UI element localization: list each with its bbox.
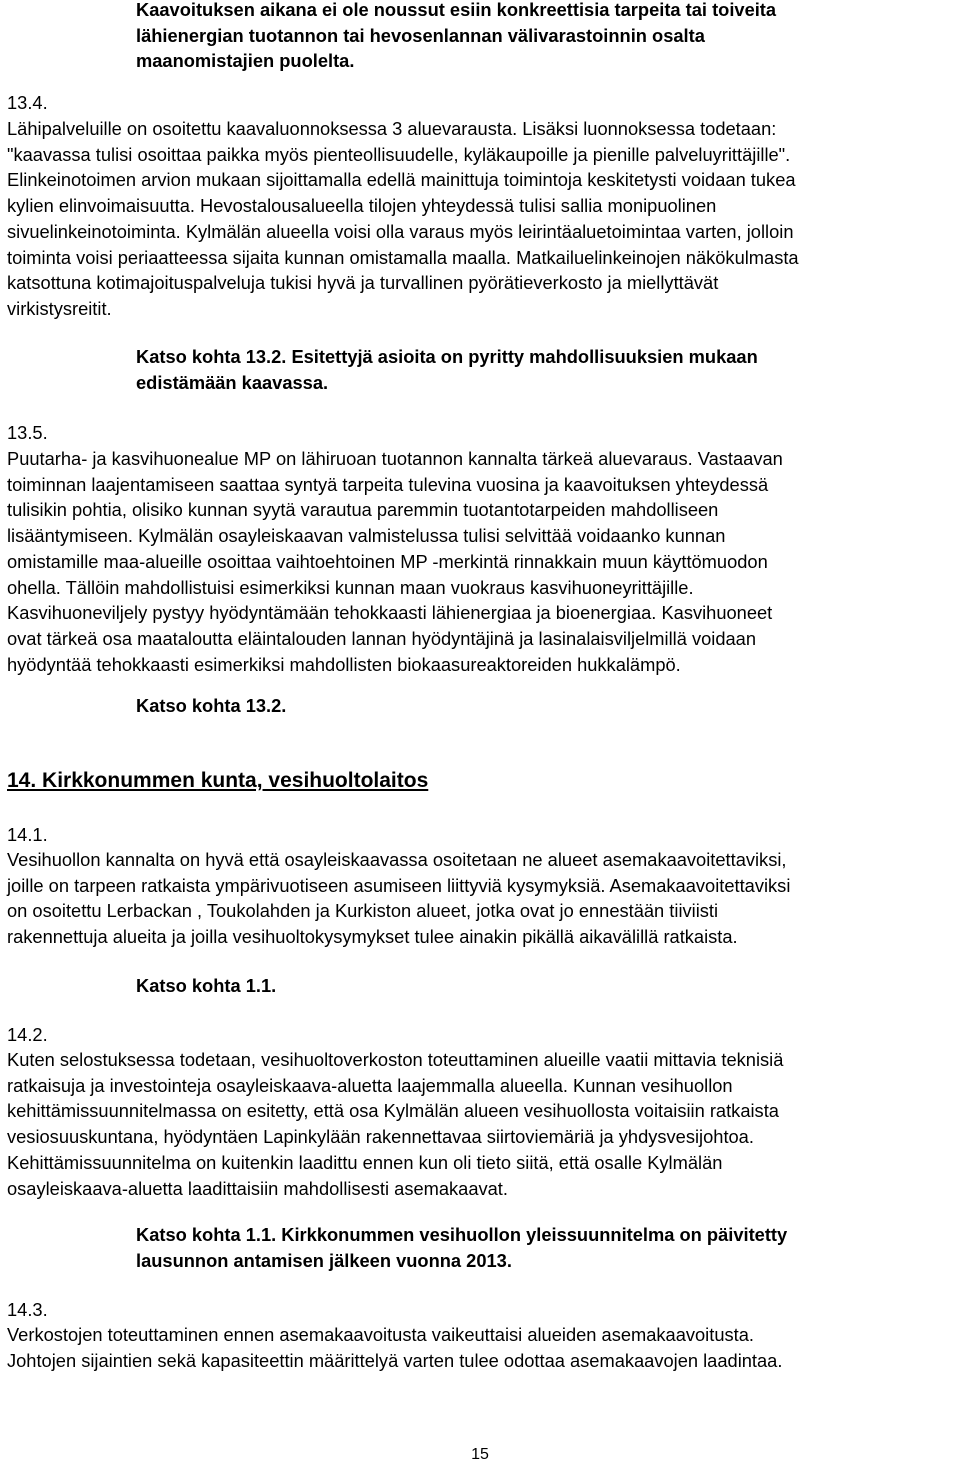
text-line: Kasvihuoneviljely pystyy hyödyntämään tehokkaasti lähienergiaa ja bioenergiaa. Kasvihuoneet — [7, 602, 773, 624]
section-13-4-text — [7, 116, 947, 322]
text-line: ratkaisuja ja investointeja osayleiskaava-aluetta laajemmalla alueella. Kunnan vesihuollon — [7, 1074, 733, 1096]
section-13-5-response — [136, 693, 936, 719]
text-line: kylien elinvoimaisuutta. Hevostalousalueella tilojen yhteydessä tulisi sallia monipuolinen — [7, 195, 717, 217]
text-line: Puutarha- ja kasvihuonealue MP on lähiruoan tuotannon kannalta tärkeä aluevaraus. Vastaavan — [7, 448, 783, 469]
response-line: Katso kohta 13.2. — [136, 695, 287, 716]
text-line: Lähipalveluille on osoitettu kaavaluonnoksessa 3 aluevarausta. Lisäksi luonnoksessa todetaan: — [7, 118, 777, 139]
text-line: Kehittämissuunnitelma on kuitenkin laadittu ennen kun oli tieto siitä, että osalle Kylmälän — [7, 1151, 723, 1173]
top-response-line: lähienergian tuotannon tai hevosenlannan välivarastoinnin osalta — [136, 24, 705, 46]
section-number-13-5: 13.5. — [7, 422, 48, 443]
text-line: kehittämissuunnitelmassa on esitetty, että osa Kylmälän alueen vesihuollosta voitaisiin ratkaista — [7, 1100, 779, 1122]
section-heading-14: 14. Kirkkonummen kunta, vesihuoltolaitos — [7, 769, 429, 792]
section-13-4-response — [136, 344, 936, 395]
text-line: on osoitettu Lerbackan , Toukolahden ja Kurkiston alueet, jotka ovat jo ennestään tiiviisti — [7, 900, 719, 922]
text-line: tulisikin pohtia, olisiko kunnan syytä varautua paremmin tuotantotarpeiden mahdolliseen — [7, 499, 719, 521]
text-line: ovat tärkeä osa maataloutta eläintalouden lannan hyödyntäjinä ja lasinalaisviljelmillä voidaan — [7, 627, 756, 649]
response-line: Katso kohta 1.1. — [136, 975, 277, 996]
text-line: sivuelinkeinotoiminta. Kylmälän alueella voisi olla varaus myös leirintäaluetoimintaa varten, jolloin — [7, 220, 794, 242]
response-line: edistämään kaavassa. — [136, 371, 329, 393]
section-14-1-response — [136, 973, 936, 999]
top-response-line: maanomistajien puolelta. — [136, 50, 355, 72]
text-line: joille on tarpeen ratkaista ympärivuotiseen asumiseen liittyviä kysymyksiä. Asemakaavoitettaviksi — [7, 874, 791, 896]
response-line: Katso kohta 1.1. Kirkkonummen vesihuollon yleissuunnitelma on päivitetty — [136, 1224, 788, 1245]
text-line: lisääntymiseen. Kylmälän osayleiskaavan valmistelussa tulisi selvittää voidaanko kunnan — [7, 525, 726, 547]
text-line: Kuten selostuksessa todetaan, vesihuoltoverkoston toteuttaminen alueille vaatii mittavia teknisiä — [7, 1049, 784, 1070]
text-line: toiminnan laajentamiseen saattaa syntyä tarpeita tulevina vuosina ja kaavoituksen yhteydessä — [7, 473, 769, 495]
text-line: vesiosuuskuntana, hyödyntäen Lapinkylään rakennettavaa siirtoviemäriä ja yhdysvesijohtoa. — [7, 1126, 754, 1148]
section-14-3-text — [7, 1322, 947, 1373]
section-14-1-text — [7, 847, 947, 950]
response-line: lausunnon antamisen jälkeen vuonna 2013. — [136, 1249, 512, 1271]
section-14-2-text — [7, 1047, 947, 1201]
text-line: Verkostojen toteuttaminen ennen asemakaavoitusta vaikeuttaisi alueiden asemakaavoitusta. — [7, 1324, 754, 1345]
text-line: osayleiskaava-aluetta laadittaisiin mahdollisesti asemakaavat. — [7, 1177, 508, 1199]
text-line: Johtojen sijaintien sekä kapasiteettin määrittelyä varten tulee odottaa asemakaavojen laadintaa. — [7, 1349, 783, 1371]
text-line: Elinkeinotoimen arvion mukaan sijoittamalla edellä mainittuja toimintoja keskitetysti voidaan tukea — [7, 169, 796, 191]
text-line: Vesihuollon kannalta on hyvä että osayleiskaavassa osoitetaan ne alueet asemakaavoitettaviksi, — [7, 849, 787, 870]
section-number-14-3: 14.3. — [7, 1299, 48, 1320]
section-13-5-text — [7, 446, 947, 677]
text-line: ohella. Tällöin mahdollistuisi esimerkiksi kunnan maan vuokraus kasvihuoneyrittäjille. — [7, 576, 694, 598]
section-14-2-response — [136, 1222, 936, 1273]
page-number: 15 — [471, 1446, 489, 1463]
text-line: toiminta voisi periaatteessa sijaita kunnan omistamalla maalla. Matkailuelinkeinojen näkökulmasta — [7, 246, 799, 268]
text-line: "kaavassa tulisi osoittaa paikka myös pienteollisuudelle, kyläkaupoille ja pienille palveluyrittäjille". — [7, 143, 791, 165]
text-line: rakennettuja alueita ja joilla vesihuoltokysymykset tulee ainakin pikällä aikavälillä ratkaista. — [7, 926, 738, 948]
response-line: Katso kohta 13.2. Esitettyjä asioita on pyritty mahdollisuuksien mukaan — [136, 346, 758, 367]
text-line: virkistysreitit. — [7, 297, 112, 319]
top-response — [136, 0, 936, 74]
section-number-14-1: 14.1. — [7, 824, 48, 845]
text-line: katsottuna kotimajoituspalveluja tukisi hyvä ja turvallinen pyörätieverkosto ja miellyttävät — [7, 272, 719, 294]
top-response-line: Kaavoituksen aikana ei ole noussut esiin konkreettisia tarpeita tai toiveita — [136, 0, 777, 20]
section-number-13-4: 13.4. — [7, 92, 48, 113]
section-number-14-2: 14.2. — [7, 1024, 48, 1045]
text-line: omistamille maa-alueille osoittaa vaihtoehtoinen MP -merkintä rinnakkain muun käyttömuodon — [7, 550, 768, 572]
text-line: hyödyntää tehokkaasti esimerkiksi mahdollisten biokaasureaktoreiden hukkalämpö. — [7, 653, 681, 675]
